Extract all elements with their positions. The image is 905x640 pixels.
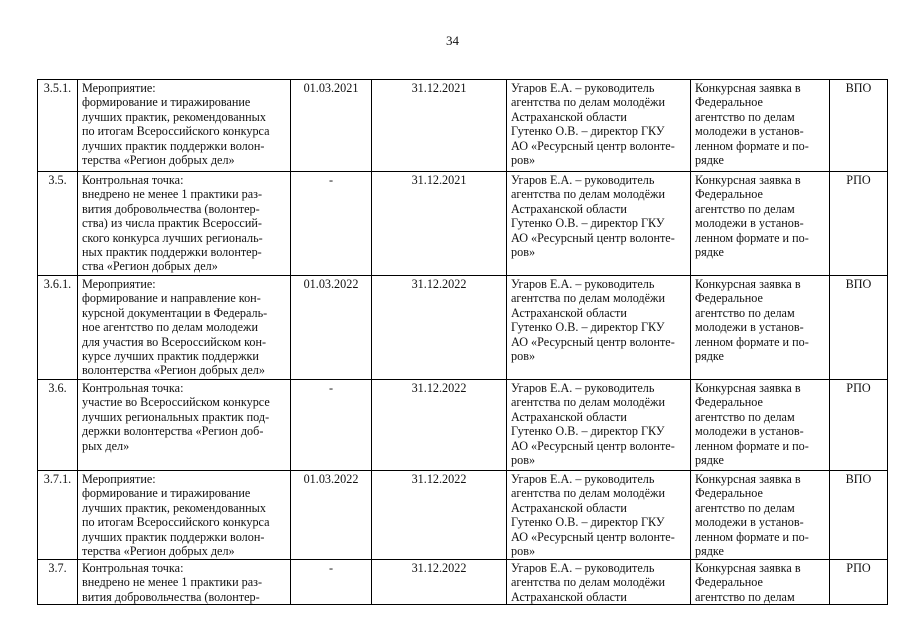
responsible-persons-line: Угаров Е.А. – руководитель <box>511 81 655 95</box>
start-date: - <box>291 560 372 605</box>
result-document <box>691 276 830 380</box>
result-document-line: рядке <box>695 453 724 468</box>
event-description-line: курсе лучших практик поддержки <box>82 349 259 364</box>
result-document-line: Конкурсная заявка в <box>695 472 801 486</box>
event-description-line: лучших практик поддержки волон- <box>82 138 265 153</box>
event-description-line: по итогам Всероссийского конкурса <box>82 124 270 139</box>
control-type: РПО <box>830 172 888 276</box>
responsible-persons-line: ров» <box>511 349 536 364</box>
result-document-line: рядке <box>695 245 724 260</box>
result-document-line: Федеральное <box>695 486 763 501</box>
responsible-persons-line: Астраханской области <box>511 409 627 424</box>
responsible-persons-line: Астраханской области <box>511 589 627 604</box>
event-description-line: держки волонтерства «Регион доб- <box>82 424 264 439</box>
event-description-line: ства «Регион добрых дел» <box>82 259 218 274</box>
control-type: ВПО <box>830 80 888 172</box>
event-description <box>78 380 291 471</box>
item-number: 3.6.1. <box>38 276 78 380</box>
result-document-line: рядке <box>695 349 724 364</box>
responsible-persons-line: Астраханской области <box>511 201 627 216</box>
responsible-persons-line: Гутенко О.В. – директор ГКУ <box>511 124 665 139</box>
result-document <box>691 380 830 471</box>
result-document-line: Федеральное <box>695 395 763 410</box>
event-description-line: терства «Регион добрых дел» <box>82 544 235 559</box>
event-description-line: формирование и тиражирование <box>82 95 251 110</box>
result-document-line: ленном формате и по- <box>695 438 809 453</box>
responsible-persons <box>507 560 691 605</box>
event-description-line: ное агентство по делам молодежи <box>82 320 258 335</box>
responsible-persons-line: АО «Ресурсный центр волонте- <box>511 138 675 153</box>
table-row <box>38 80 888 172</box>
responsible-persons-line: Угаров Е.А. – руководитель <box>511 472 655 486</box>
event-description-line: терства «Регион добрых дел» <box>82 153 235 168</box>
end-date: 31.12.2021 <box>372 80 507 172</box>
event-description-line: ства) из числа практик Всероссий- <box>82 216 262 231</box>
event-description-line: ского конкурса лучших региональ- <box>82 230 263 245</box>
event-description-line: Мероприятие: <box>82 472 156 486</box>
event-description-line: лучших практик, рекомендованных <box>82 109 266 124</box>
responsible-persons-line: АО «Ресурсный центр волонте- <box>511 529 675 544</box>
event-description-line: лучших практик поддержки волон- <box>82 529 265 544</box>
event-description-line: формирование и направление кон- <box>82 291 261 306</box>
result-document-line: рядке <box>695 153 724 168</box>
responsible-persons-line: Угаров Е.А. – руководитель <box>511 173 655 187</box>
end-date: 31.12.2022 <box>372 471 507 560</box>
responsible-persons-line: ров» <box>511 544 536 559</box>
result-document-line: молодежи в установ- <box>695 320 804 335</box>
event-description-line: вития добровольчества (волонтер- <box>82 589 260 604</box>
result-document-line: агентство по делам <box>695 500 795 515</box>
result-document-line: ленном формате и по- <box>695 334 809 349</box>
responsible-persons-line: ров» <box>511 453 536 468</box>
table-row <box>38 560 888 605</box>
result-document-line: Федеральное <box>695 291 763 306</box>
event-description <box>78 560 291 605</box>
responsible-persons-line: АО «Ресурсный центр волонте- <box>511 438 675 453</box>
item-number: 3.7. <box>38 560 78 605</box>
start-date: - <box>291 380 372 471</box>
result-document-line: агентство по делам <box>695 305 795 320</box>
control-type: ВПО <box>830 276 888 380</box>
result-document <box>691 560 830 605</box>
responsible-persons-line: Астраханской области <box>511 109 627 124</box>
event-description-line: формирование и тиражирование <box>82 486 251 501</box>
event-description-line: Мероприятие: <box>82 81 156 95</box>
table-row <box>38 380 888 471</box>
event-description-line: внедрено не менее 1 практики раз- <box>82 187 263 202</box>
responsible-persons-line: Астраханской области <box>511 500 627 515</box>
responsible-persons <box>507 276 691 380</box>
result-document <box>691 80 830 172</box>
item-number: 3.7.1. <box>38 471 78 560</box>
event-description-line: по итогам Всероссийского конкурса <box>82 515 270 530</box>
responsible-persons-line: Угаров Е.А. – руководитель <box>511 277 655 291</box>
start-date: 01.03.2021 <box>291 80 372 172</box>
result-document-line: рядке <box>695 544 724 559</box>
event-description-line: курсной документации в Федераль- <box>82 305 268 320</box>
event-description-line: рых дел» <box>82 438 130 453</box>
result-document-line: ленном формате и по- <box>695 230 809 245</box>
responsible-persons-line: Гутенко О.В. – директор ГКУ <box>511 515 665 530</box>
event-description-line: Мероприятие: <box>82 277 156 291</box>
result-document-line: агентство по делам <box>695 201 795 216</box>
page-number: 34 <box>446 33 459 48</box>
end-date: 31.12.2022 <box>372 380 507 471</box>
event-description-line: для участия во Всероссийском кон- <box>82 334 267 349</box>
event-description-line: Контрольная точка: <box>82 381 184 395</box>
result-document-line: агентство по делам <box>695 409 795 424</box>
event-description-line: вития добровольчества (волонтер- <box>82 201 260 216</box>
result-document-line: Федеральное <box>695 575 763 590</box>
responsible-persons <box>507 172 691 276</box>
responsible-persons-line: Гутенко О.В. – директор ГКУ <box>511 424 665 439</box>
table-row <box>38 471 888 560</box>
result-document-line: агентство по делам <box>695 589 795 604</box>
responsible-persons-line: Угаров Е.А. – руководитель <box>511 381 655 395</box>
responsible-persons-line: Астраханской области <box>511 305 627 320</box>
event-description-line: волонтерства «Регион добрых дел» <box>82 363 265 378</box>
result-document-line: ленном формате и по- <box>695 138 809 153</box>
event-description-line: Контрольная точка: <box>82 173 184 187</box>
result-document-line: молодежи в установ- <box>695 424 804 439</box>
event-description-line: ных практик поддержки волонтер- <box>82 245 262 260</box>
responsible-persons-line: Угаров Е.А. – руководитель <box>511 561 655 575</box>
responsible-persons-line: агентства по делам молодёжи <box>511 291 665 306</box>
end-date: 31.12.2021 <box>372 172 507 276</box>
responsible-persons <box>507 80 691 172</box>
responsible-persons-line: агентства по делам молодёжи <box>511 575 665 590</box>
responsible-persons-line: Гутенко О.В. – директор ГКУ <box>511 320 665 335</box>
result-document-line: Федеральное <box>695 187 763 202</box>
event-description-line: лучших региональных практик под- <box>82 409 270 424</box>
result-document-line: Федеральное <box>695 95 763 110</box>
event-description <box>78 80 291 172</box>
responsible-persons <box>507 380 691 471</box>
event-description-line: участие во Всероссийском конкурсе <box>82 395 270 410</box>
result-document <box>691 172 830 276</box>
end-date: 31.12.2022 <box>372 560 507 605</box>
plan-table-body <box>38 80 888 605</box>
start-date: 01.03.2022 <box>291 276 372 380</box>
event-description <box>78 276 291 380</box>
responsible-persons-line: ров» <box>511 245 536 260</box>
start-date: 01.03.2022 <box>291 471 372 560</box>
responsible-persons-line: агентства по делам молодёжи <box>511 187 665 202</box>
end-date: 31.12.2022 <box>372 276 507 380</box>
plan-table <box>37 79 888 605</box>
result-document-line: Конкурсная заявка в <box>695 173 801 187</box>
result-document-line: Конкурсная заявка в <box>695 381 801 395</box>
responsible-persons-line: агентства по делам молодёжи <box>511 486 665 501</box>
control-type: РПО <box>830 380 888 471</box>
result-document-line: Конкурсная заявка в <box>695 561 801 575</box>
control-type: ВПО <box>830 471 888 560</box>
responsible-persons-line: Гутенко О.В. – директор ГКУ <box>511 216 665 231</box>
result-document-line: молодежи в установ- <box>695 124 804 139</box>
responsible-persons-line: агентства по делам молодёжи <box>511 95 665 110</box>
responsible-persons-line: агентства по делам молодёжи <box>511 395 665 410</box>
event-description-line: внедрено не менее 1 практики раз- <box>82 575 263 590</box>
item-number: 3.5. <box>38 172 78 276</box>
control-type: РПО <box>830 560 888 605</box>
result-document-line: молодежи в установ- <box>695 216 804 231</box>
responsible-persons-line: АО «Ресурсный центр волонте- <box>511 230 675 245</box>
event-description-line: Контрольная точка: <box>82 561 184 575</box>
item-number: 3.5.1. <box>38 80 78 172</box>
result-document-line: Конкурсная заявка в <box>695 277 801 291</box>
responsible-persons-line: ров» <box>511 153 536 168</box>
event-description <box>78 471 291 560</box>
result-document-line: молодежи в установ- <box>695 515 804 530</box>
responsible-persons-line: АО «Ресурсный центр волонте- <box>511 334 675 349</box>
event-description <box>78 172 291 276</box>
item-number: 3.6. <box>38 380 78 471</box>
event-description-line: лучших практик, рекомендованных <box>82 500 266 515</box>
result-document-line: агентство по делам <box>695 109 795 124</box>
result-document-line: Конкурсная заявка в <box>695 81 801 95</box>
start-date: - <box>291 172 372 276</box>
result-document <box>691 471 830 560</box>
table-row <box>38 276 888 380</box>
responsible-persons <box>507 471 691 560</box>
result-document-line: ленном формате и по- <box>695 529 809 544</box>
table-row <box>38 172 888 276</box>
